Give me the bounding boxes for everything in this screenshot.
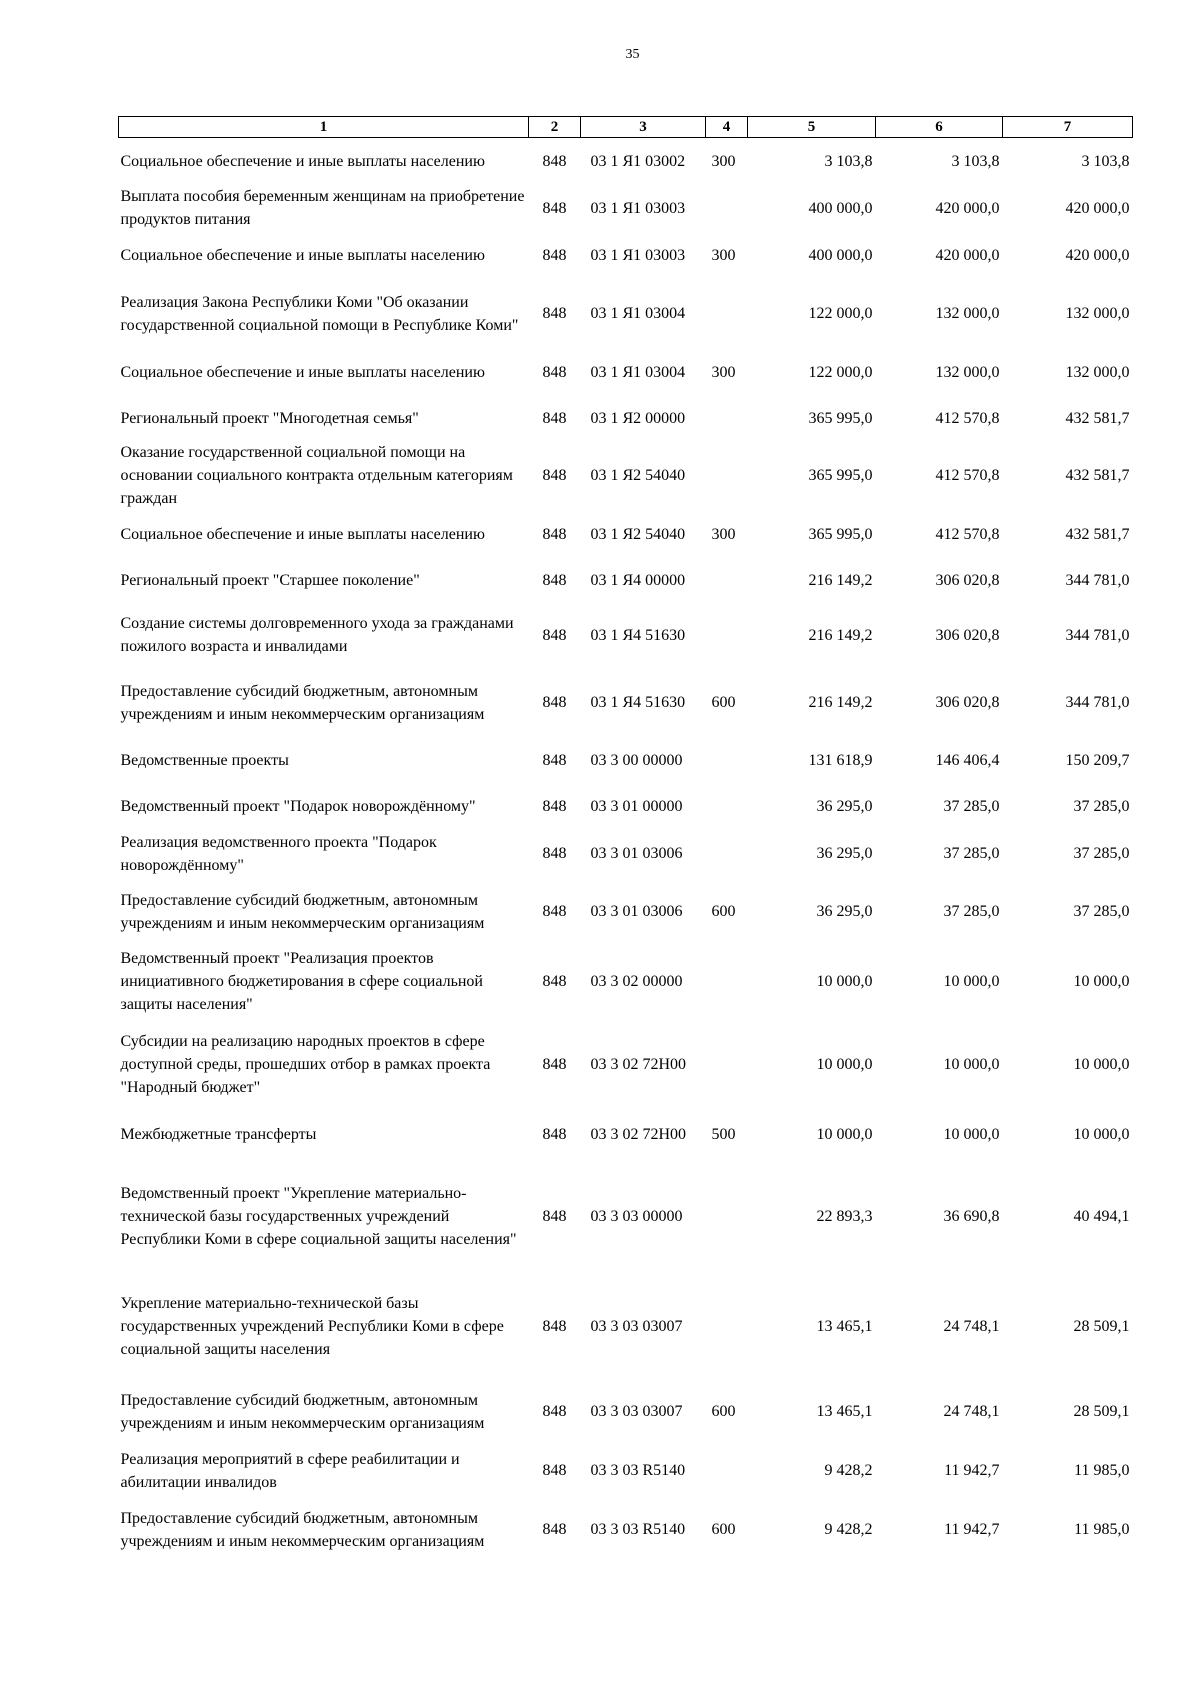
row-amount-year-2: 306 020,8: [935, 694, 1000, 711]
row-admin-code: 848: [542, 363, 567, 381]
row-amount-year-1: 9 428,2: [824, 1521, 873, 1538]
row-amount-year-3: 3 103,8: [1081, 152, 1130, 170]
row-amount-year-1: 216 149,2: [808, 626, 873, 644]
row-amount-year-2: 11 942,7: [944, 1521, 1000, 1538]
row-amount-year-2: 306 020,8: [935, 626, 1000, 644]
row-name: Реализация Закона Республики Коми "Об оказании государственной социальной помощи в Республике Коми": [120, 293, 519, 334]
row-name: Реализация мероприятий в сфере реабилитации и абилитации инвалидов: [120, 1450, 460, 1491]
row-expense-type: [706, 396, 748, 441]
row-amount-year-3: 432 581,7: [1065, 525, 1130, 543]
row-amount-year-3: 11 985,0: [1074, 1521, 1130, 1538]
row-target-article: 03 3 03 R5140: [590, 1462, 686, 1479]
table-row: [119, 783, 1133, 831]
row-name: Предоставление субсидий бюджетным, автономным учреждениям и иным некоммерческим организациям: [120, 891, 485, 932]
table-row: [119, 947, 1133, 1017]
row-amount-year-2: 306 020,8: [935, 571, 1000, 589]
row-amount-year-3: 432 581,7: [1065, 409, 1130, 427]
row-amount-year-2: 412 570,8: [935, 409, 1000, 427]
table-row: [119, 349, 1133, 396]
row-expense-type: [706, 603, 748, 668]
row-amount-year-2: 132 000,0: [935, 305, 1000, 322]
row-amount-year-3: 37 285,0: [1073, 798, 1130, 815]
row-target-article: 03 3 01 00000: [590, 798, 683, 815]
row-amount-year-1: 3 103,8: [824, 152, 873, 170]
row-target-article: 03 3 01 03006: [590, 845, 683, 862]
row-target-article: 03 3 03 R5140: [590, 1521, 686, 1538]
row-expense-type: 600: [711, 1403, 736, 1420]
table-row: [119, 279, 1133, 349]
row-admin-code: 848: [542, 1403, 567, 1420]
table-row: [119, 511, 1133, 558]
row-admin-code: 848: [542, 1462, 567, 1479]
row-target-article: 03 3 03 03007: [590, 1403, 683, 1420]
row-amount-year-2: 11 942,7: [944, 1462, 1000, 1479]
row-target-article: 03 3 03 03007: [590, 1318, 683, 1335]
row-admin-code: 848: [542, 845, 567, 862]
row-admin-code: 848: [542, 409, 567, 427]
row-expense-type: [706, 558, 748, 603]
table-row: [119, 1447, 1133, 1495]
row-admin-code: 848: [542, 694, 567, 711]
row-name: Региональный проект "Старшее поколение": [120, 571, 420, 589]
row-amount-year-1: 36 295,0: [816, 798, 873, 815]
row-name: Предоставление субсидий бюджетным, автономным учреждениям и иным некоммерческим организациям: [120, 1391, 485, 1432]
row-admin-code: 848: [542, 903, 567, 920]
table-row: [119, 1277, 1133, 1377]
row-amount-year-1: 365 995,0: [808, 467, 873, 484]
row-amount-year-1: 216 149,2: [808, 694, 873, 711]
row-amount-year-2: 24 748,1: [943, 1318, 1000, 1335]
row-expense-type: [706, 783, 748, 831]
row-admin-code: 848: [542, 467, 567, 484]
table-body: [119, 138, 1133, 1565]
row-name: Укрепление материально-технической базы государственных учреждений Республики Коми в сфере социальной защиты населения: [120, 1295, 504, 1358]
row-name: Реализация ведомственного проекта "Подарок новорождённому": [120, 833, 437, 874]
row-expense-type: [706, 1277, 748, 1377]
table-row: [119, 232, 1133, 279]
table-row: [119, 831, 1133, 877]
row-name: Межбюджетные трансферты: [120, 1125, 317, 1143]
table-row: [119, 603, 1133, 668]
column-header: 7: [1003, 117, 1133, 138]
row-expense-type: [706, 1017, 748, 1112]
row-name: Социальное обеспечение и иные выплаты населению: [120, 152, 485, 170]
row-amount-year-3: 37 285,0: [1073, 903, 1130, 920]
table-row: [119, 396, 1133, 441]
column-header: 6: [876, 117, 1003, 138]
row-name: Предоставление субсидий бюджетным, автономным учреждениям и иным некоммерческим организациям: [120, 1509, 485, 1550]
table-row: [119, 558, 1133, 603]
row-name: Социальное обеспечение и иные выплаты населению: [120, 246, 485, 264]
row-admin-code: 848: [542, 1055, 567, 1073]
table-row: [119, 1112, 1133, 1157]
row-admin-code: 848: [542, 525, 567, 543]
row-amount-year-2: 37 285,0: [943, 798, 1000, 815]
row-target-article: 03 3 03 00000: [590, 1208, 683, 1225]
row-name: Создание системы долговременного ухода за гражданами пожилого возраста и инвалидами: [120, 615, 514, 655]
row-admin-code: 848: [542, 1521, 567, 1538]
row-amount-year-1: 365 995,0: [808, 409, 873, 427]
row-target-article: 03 1 Я1 03003: [590, 246, 686, 264]
row-admin-code: 848: [542, 1208, 567, 1225]
row-name: Ведомственный проект "Реализация проектов инициативного бюджетирования в сфере социальной защиты населения": [120, 950, 483, 1013]
row-amount-year-1: 36 295,0: [816, 845, 873, 862]
table-row: [119, 185, 1133, 232]
row-amount-year-2: 3 103,8: [951, 152, 1000, 170]
row-target-article: 03 3 02 72Н00: [590, 1125, 687, 1143]
row-amount-year-3: 10 000,0: [1073, 1125, 1130, 1143]
row-expense-type: 300: [711, 363, 736, 381]
row-expense-type: 300: [711, 246, 736, 264]
table-header-row: [119, 117, 1133, 138]
row-admin-code: 848: [542, 973, 567, 990]
row-name: Субсидии на реализацию народных проектов в сфере доступной среды, прошедших отбор в рамках проекта "Народный бюджет": [120, 1032, 491, 1096]
row-amount-year-2: 37 285,0: [943, 903, 1000, 920]
row-amount-year-1: 10 000,0: [816, 1055, 873, 1073]
row-amount-year-1: 131 618,9: [808, 751, 873, 769]
row-admin-code: 848: [542, 1125, 567, 1143]
row-target-article: 03 1 Я1 03004: [590, 363, 686, 381]
row-expense-type: 500: [711, 1125, 736, 1143]
row-amount-year-3: 10 000,0: [1073, 973, 1130, 990]
row-amount-year-1: 22 893,3: [816, 1208, 873, 1225]
row-expense-type: 600: [711, 1521, 736, 1538]
row-target-article: 03 1 Я4 51630: [590, 626, 686, 644]
row-target-article: 03 1 Я2 54040: [590, 467, 686, 484]
row-name: Выплата пособия беременным женщинам на приобретение продуктов питания: [120, 188, 525, 228]
row-amount-year-3: 432 581,7: [1065, 467, 1130, 484]
row-target-article: 03 1 Я4 51630: [590, 694, 686, 711]
row-amount-year-1: 400 000,0: [808, 246, 873, 264]
table-row: [119, 441, 1133, 511]
row-target-article: 03 3 01 03006: [590, 903, 683, 920]
row-amount-year-3: 344 781,0: [1065, 694, 1130, 711]
row-amount-year-3: 28 509,1: [1073, 1318, 1130, 1335]
table-row: [119, 1157, 1133, 1277]
row-target-article: 03 3 02 00000: [590, 973, 683, 990]
row-name: Предоставление субсидий бюджетным, автономным учреждениям и иным некоммерческим организациям: [120, 682, 485, 723]
row-expense-type: [706, 279, 748, 349]
table-row: [119, 1377, 1133, 1447]
row-name: Региональный проект "Многодетная семья": [120, 409, 419, 427]
row-target-article: 03 1 Я1 03004: [590, 305, 686, 322]
row-expense-type: [706, 441, 748, 511]
table-row: [119, 738, 1133, 783]
column-header: 4: [706, 117, 748, 138]
table-row: [119, 668, 1133, 738]
row-target-article: 03 3 02 72Н00: [590, 1055, 687, 1073]
row-expense-type: 300: [711, 525, 736, 543]
table-row: [119, 1495, 1133, 1565]
row-amount-year-3: 132 000,0: [1065, 305, 1130, 322]
row-expense-type: 600: [711, 694, 736, 711]
row-amount-year-3: 37 285,0: [1073, 845, 1130, 862]
column-header: 1: [119, 117, 529, 138]
row-expense-type: [706, 947, 748, 1017]
row-amount-year-3: 344 781,0: [1065, 571, 1130, 589]
row-expense-type: [706, 831, 748, 877]
row-name: Ведомственный проект "Подарок новорождённому": [120, 798, 476, 815]
row-admin-code: 848: [542, 305, 567, 322]
table-row: [119, 138, 1133, 185]
row-amount-year-2: 412 570,8: [935, 525, 1000, 543]
row-amount-year-3: 420 000,0: [1065, 246, 1130, 264]
row-name: Социальное обеспечение и иные выплаты населению: [120, 363, 485, 381]
row-expense-type: 300: [711, 152, 736, 170]
row-amount-year-1: 13 465,1: [816, 1318, 873, 1335]
row-target-article: 03 1 Я2 00000: [590, 409, 686, 427]
row-amount-year-3: 344 781,0: [1065, 626, 1130, 644]
row-amount-year-2: 24 748,1: [943, 1403, 1000, 1420]
row-expense-type: [706, 1157, 748, 1277]
row-expense-type: [706, 185, 748, 232]
row-amount-year-2: 10 000,0: [943, 1125, 1000, 1143]
row-amount-year-3: 11 985,0: [1074, 1462, 1130, 1479]
table-row: [119, 1017, 1133, 1112]
row-target-article: 03 1 Я2 54040: [590, 525, 686, 543]
row-amount-year-2: 37 285,0: [943, 845, 1000, 862]
row-admin-code: 848: [542, 1318, 567, 1335]
row-amount-year-1: 216 149,2: [808, 571, 873, 589]
row-amount-year-3: 28 509,1: [1073, 1403, 1130, 1420]
row-amount-year-1: 122 000,0: [808, 363, 873, 381]
row-target-article: 03 3 00 00000: [590, 751, 683, 769]
row-admin-code: 848: [542, 571, 567, 589]
row-amount-year-2: 10 000,0: [943, 973, 1000, 990]
row-target-article: 03 1 Я1 03003: [590, 199, 686, 217]
row-admin-code: 848: [542, 152, 567, 170]
column-header: 3: [581, 117, 706, 138]
row-admin-code: 848: [542, 798, 567, 815]
row-target-article: 03 1 Я4 00000: [590, 571, 686, 589]
row-amount-year-2: 132 000,0: [935, 363, 1000, 381]
row-amount-year-2: 10 000,0: [943, 1055, 1000, 1073]
row-amount-year-3: 40 494,1: [1073, 1208, 1130, 1225]
row-admin-code: 848: [542, 751, 567, 769]
row-admin-code: 848: [542, 246, 567, 264]
row-amount-year-1: 13 465,1: [816, 1403, 873, 1420]
row-amount-year-2: 420 000,0: [935, 246, 1000, 264]
row-name: Ведомственные проекты: [120, 751, 289, 769]
row-amount-year-1: 10 000,0: [816, 1125, 873, 1143]
row-amount-year-3: 10 000,0: [1073, 1055, 1130, 1073]
row-admin-code: 848: [542, 626, 567, 644]
row-amount-year-2: 420 000,0: [935, 199, 1000, 217]
row-amount-year-2: 412 570,8: [935, 467, 1000, 484]
row-amount-year-2: 36 690,8: [943, 1208, 1000, 1225]
column-header: 2: [529, 117, 581, 138]
row-amount-year-1: 36 295,0: [816, 903, 873, 920]
table-row: [119, 877, 1133, 947]
row-name: Ведомственный проект "Укрепление материально-технической базы государственных учреждений Республики Коми в сфере социальной защиты населения": [120, 1185, 517, 1248]
row-expense-type: [706, 1447, 748, 1495]
row-target-article: 03 1 Я1 03002: [590, 152, 686, 170]
row-amount-year-2: 146 406,4: [935, 751, 1000, 769]
row-expense-type: [706, 738, 748, 783]
row-amount-year-1: 122 000,0: [808, 305, 873, 322]
row-admin-code: 848: [542, 199, 567, 217]
row-amount-year-3: 420 000,0: [1065, 199, 1130, 217]
row-amount-year-3: 132 000,0: [1065, 363, 1130, 381]
row-amount-year-3: 150 209,7: [1065, 751, 1130, 769]
row-amount-year-1: 400 000,0: [808, 199, 873, 217]
row-name: Социальное обеспечение и иные выплаты населению: [120, 525, 485, 543]
row-expense-type: 600: [711, 903, 736, 920]
row-amount-year-1: 365 995,0: [808, 525, 873, 543]
budget-table: [118, 116, 1133, 1565]
row-name: Оказание государственной социальной помощи на основании социального контракта отдельным категориям граждан: [120, 444, 513, 507]
page-number: 35: [625, 47, 640, 62]
row-amount-year-1: 9 428,2: [824, 1462, 873, 1479]
row-amount-year-1: 10 000,0: [816, 973, 873, 990]
column-header: 5: [748, 117, 876, 138]
